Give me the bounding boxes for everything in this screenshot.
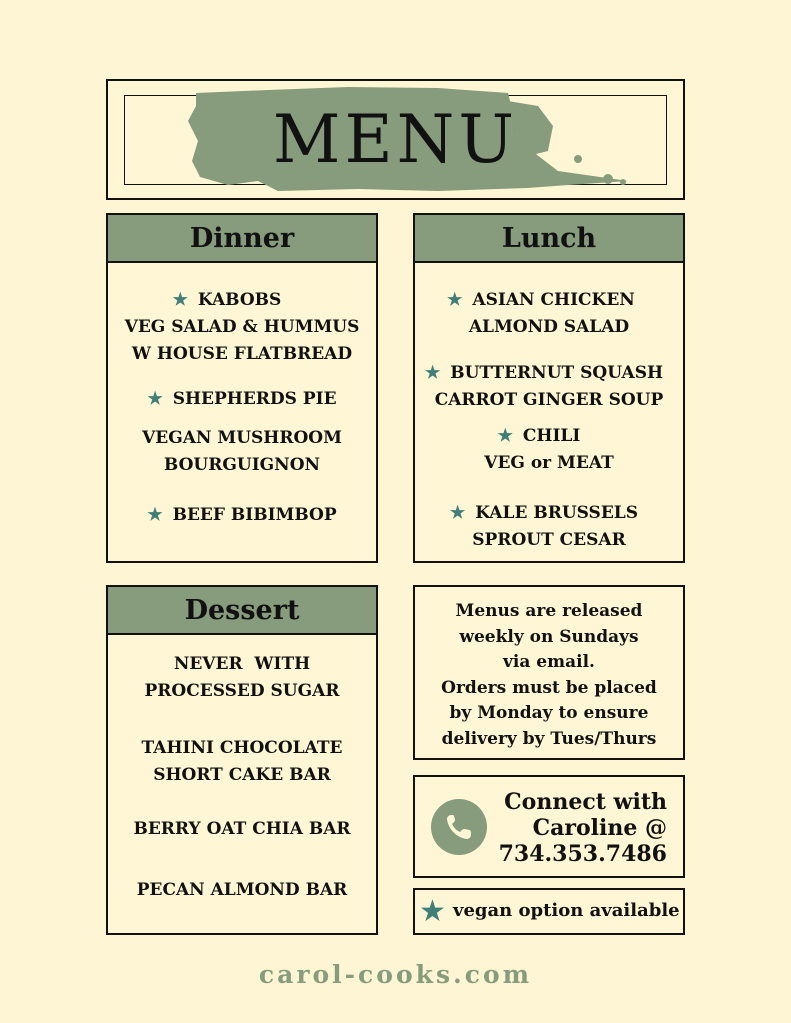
dinner-item-bibimbop: ★ BEEF BIBIMBOP <box>147 505 337 525</box>
menu-title-frame <box>106 79 685 200</box>
lunch-section <box>413 213 685 563</box>
vegan-star-icon: ★ <box>172 290 188 310</box>
phone-icon <box>431 799 487 855</box>
dessert-item-pecan-almond: PECAN ALMOND BAR <box>136 880 348 900</box>
lunch-item-butternut-squash: ★ BUTTERNUT SQUASH CARROT GINGER SOUP <box>424 363 664 410</box>
menu-title: MENU <box>272 101 519 178</box>
ordering-info-text: Menus are released weekly on Sundays via email. Orders must be placed by Monday to ensure delivery by Tues/Thurs <box>441 601 657 749</box>
dessert-item-never-processed: NEVER WITH PROCESSED SUGAR <box>144 654 340 701</box>
vegan-star-icon: ★ <box>497 426 513 446</box>
vegan-star-icon: ★ <box>147 389 163 409</box>
vegan-star-icon: ★ <box>447 290 463 310</box>
dessert-item-tahini: TAHINI CHOCOLATE SHORT CAKE BAR <box>141 738 343 785</box>
vegan-star-icon: ★ <box>419 894 446 929</box>
contact-text: Connect with Caroline @ 734.353.7486 <box>498 789 667 867</box>
lunch-heading: Lunch <box>415 215 683 263</box>
vegan-star-icon: ★ <box>424 363 441 383</box>
lunch-item-asian-chicken: ★ ASIAN CHICKEN ALMOND SALAD <box>447 290 635 337</box>
dinner-heading: Dinner <box>108 215 376 263</box>
dinner-item-vegan-mushroom: VEGAN MUSHROOM BOURGUIGNON <box>142 428 342 475</box>
ordering-info-box <box>413 585 685 760</box>
lunch-item-chili: ★ CHILI VEG or MEAT <box>484 426 614 473</box>
dessert-heading: Dessert <box>108 587 376 635</box>
vegan-star-icon: ★ <box>147 505 163 525</box>
dessert-section <box>106 585 378 935</box>
legend-box <box>413 888 685 935</box>
dinner-item-kabobs: ★ KABOBS VEG SALAD & HUMMUS W HOUSE FLATBREAD <box>124 290 360 364</box>
legend-text: vegan option available <box>453 900 680 921</box>
dinner-item-shepherds-pie: ★ SHEPHERDS PIE <box>147 389 337 409</box>
vegan-star-icon: ★ <box>449 503 466 523</box>
dinner-section <box>106 213 378 563</box>
contact-box <box>413 775 685 878</box>
dessert-item-berry-oat: BERRY OAT CHIA BAR <box>133 819 351 839</box>
website-link[interactable]: carol-cooks.com <box>258 960 533 989</box>
lunch-item-kale-brussels: ★ KALE BRUSSELS SPROUT CESAR <box>449 503 639 550</box>
